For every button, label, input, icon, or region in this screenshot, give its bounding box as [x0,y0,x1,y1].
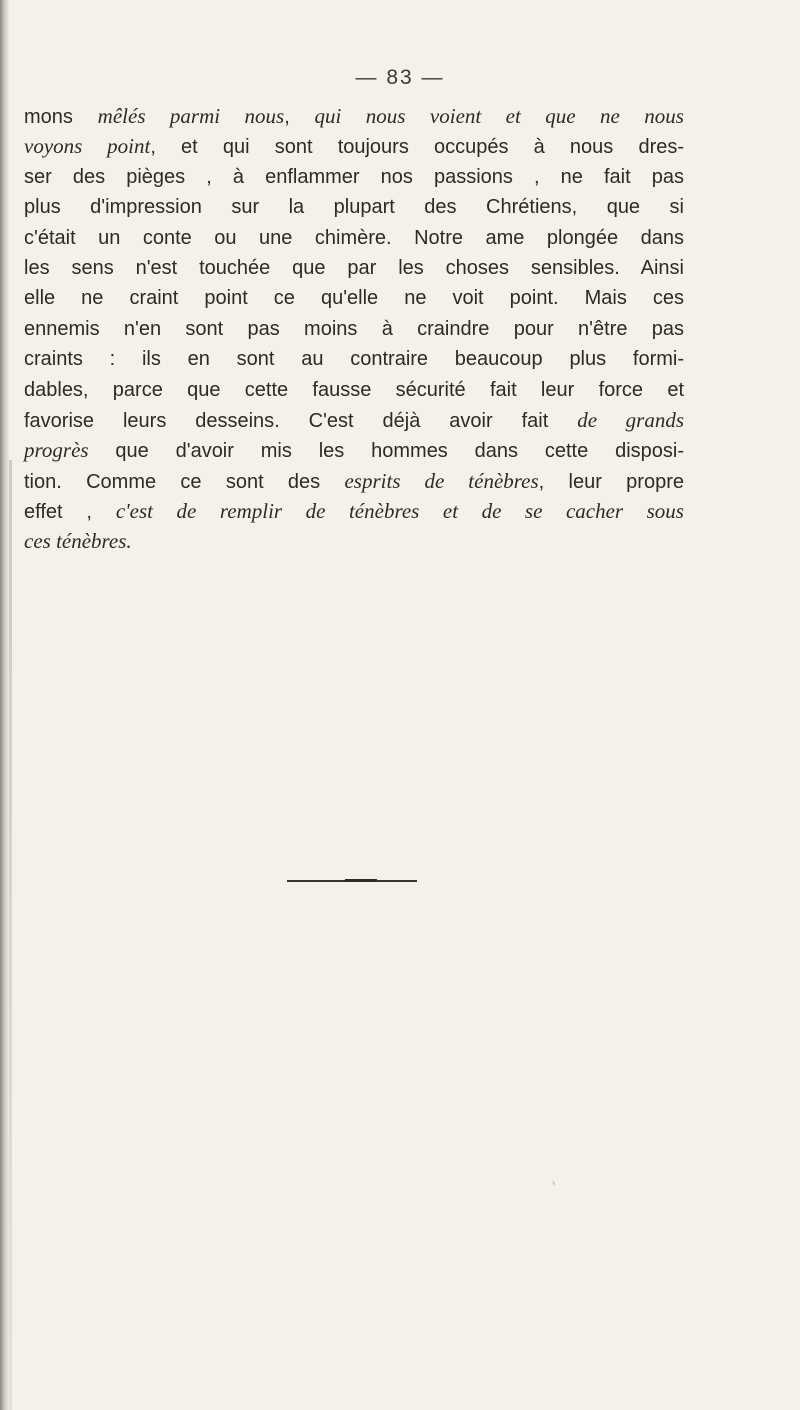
text-line-1: mons mêlés parmi nous, qui nous voient et que ne nous [24,104,684,128]
text-line-7: elle ne craint point ce qu'elle ne voit point. Mais ces [24,287,684,310]
page-binding-edge [0,0,9,1410]
section-divider-ornament [345,879,377,882]
text-line-6: les sens n'est touchée que par les choses sensibles. Ainsi [24,256,684,279]
text-line-4: plus d'impression sur la plupart des Chrétiens, que si [24,196,684,219]
page-number-header: — 83 — [355,66,445,89]
text-line-9: craints : ils en sont au contraire beaucoup plus formi- [24,348,684,371]
text-line-15: ces ténèbres. [24,529,132,554]
body-paragraph [24,101,684,557]
text-line-8: ennemis n'en sont pas moins à craindre pour n'être pas [24,317,684,340]
text-line-10: dables, parce que cette fausse sécurité fait leur force et [24,378,684,401]
page-binding-shadow [9,460,12,1410]
text-line-13: tion. Comme ce sont des esprits de ténèbres, leur propre [24,468,684,493]
text-line-2: voyons point, et qui sont toujours occupés à nous dres- [24,134,685,159]
text-line-11: favorise leurs desseins. C'est déjà avoir fait de grands [24,407,684,432]
paper-speck [552,1179,558,1185]
text-line-12: progrès que d'avoir mis les hommes dans cette disposi- [24,438,684,463]
text-line-3: ser des pièges , à enflammer nos passions , ne fait pas [24,165,684,188]
text-line-5: c'était un conte ou une chimère. Notre ame plongée dans [24,226,684,249]
text-line-14: effet , c'est de remplir de ténèbres et de se cacher sous [24,499,684,524]
